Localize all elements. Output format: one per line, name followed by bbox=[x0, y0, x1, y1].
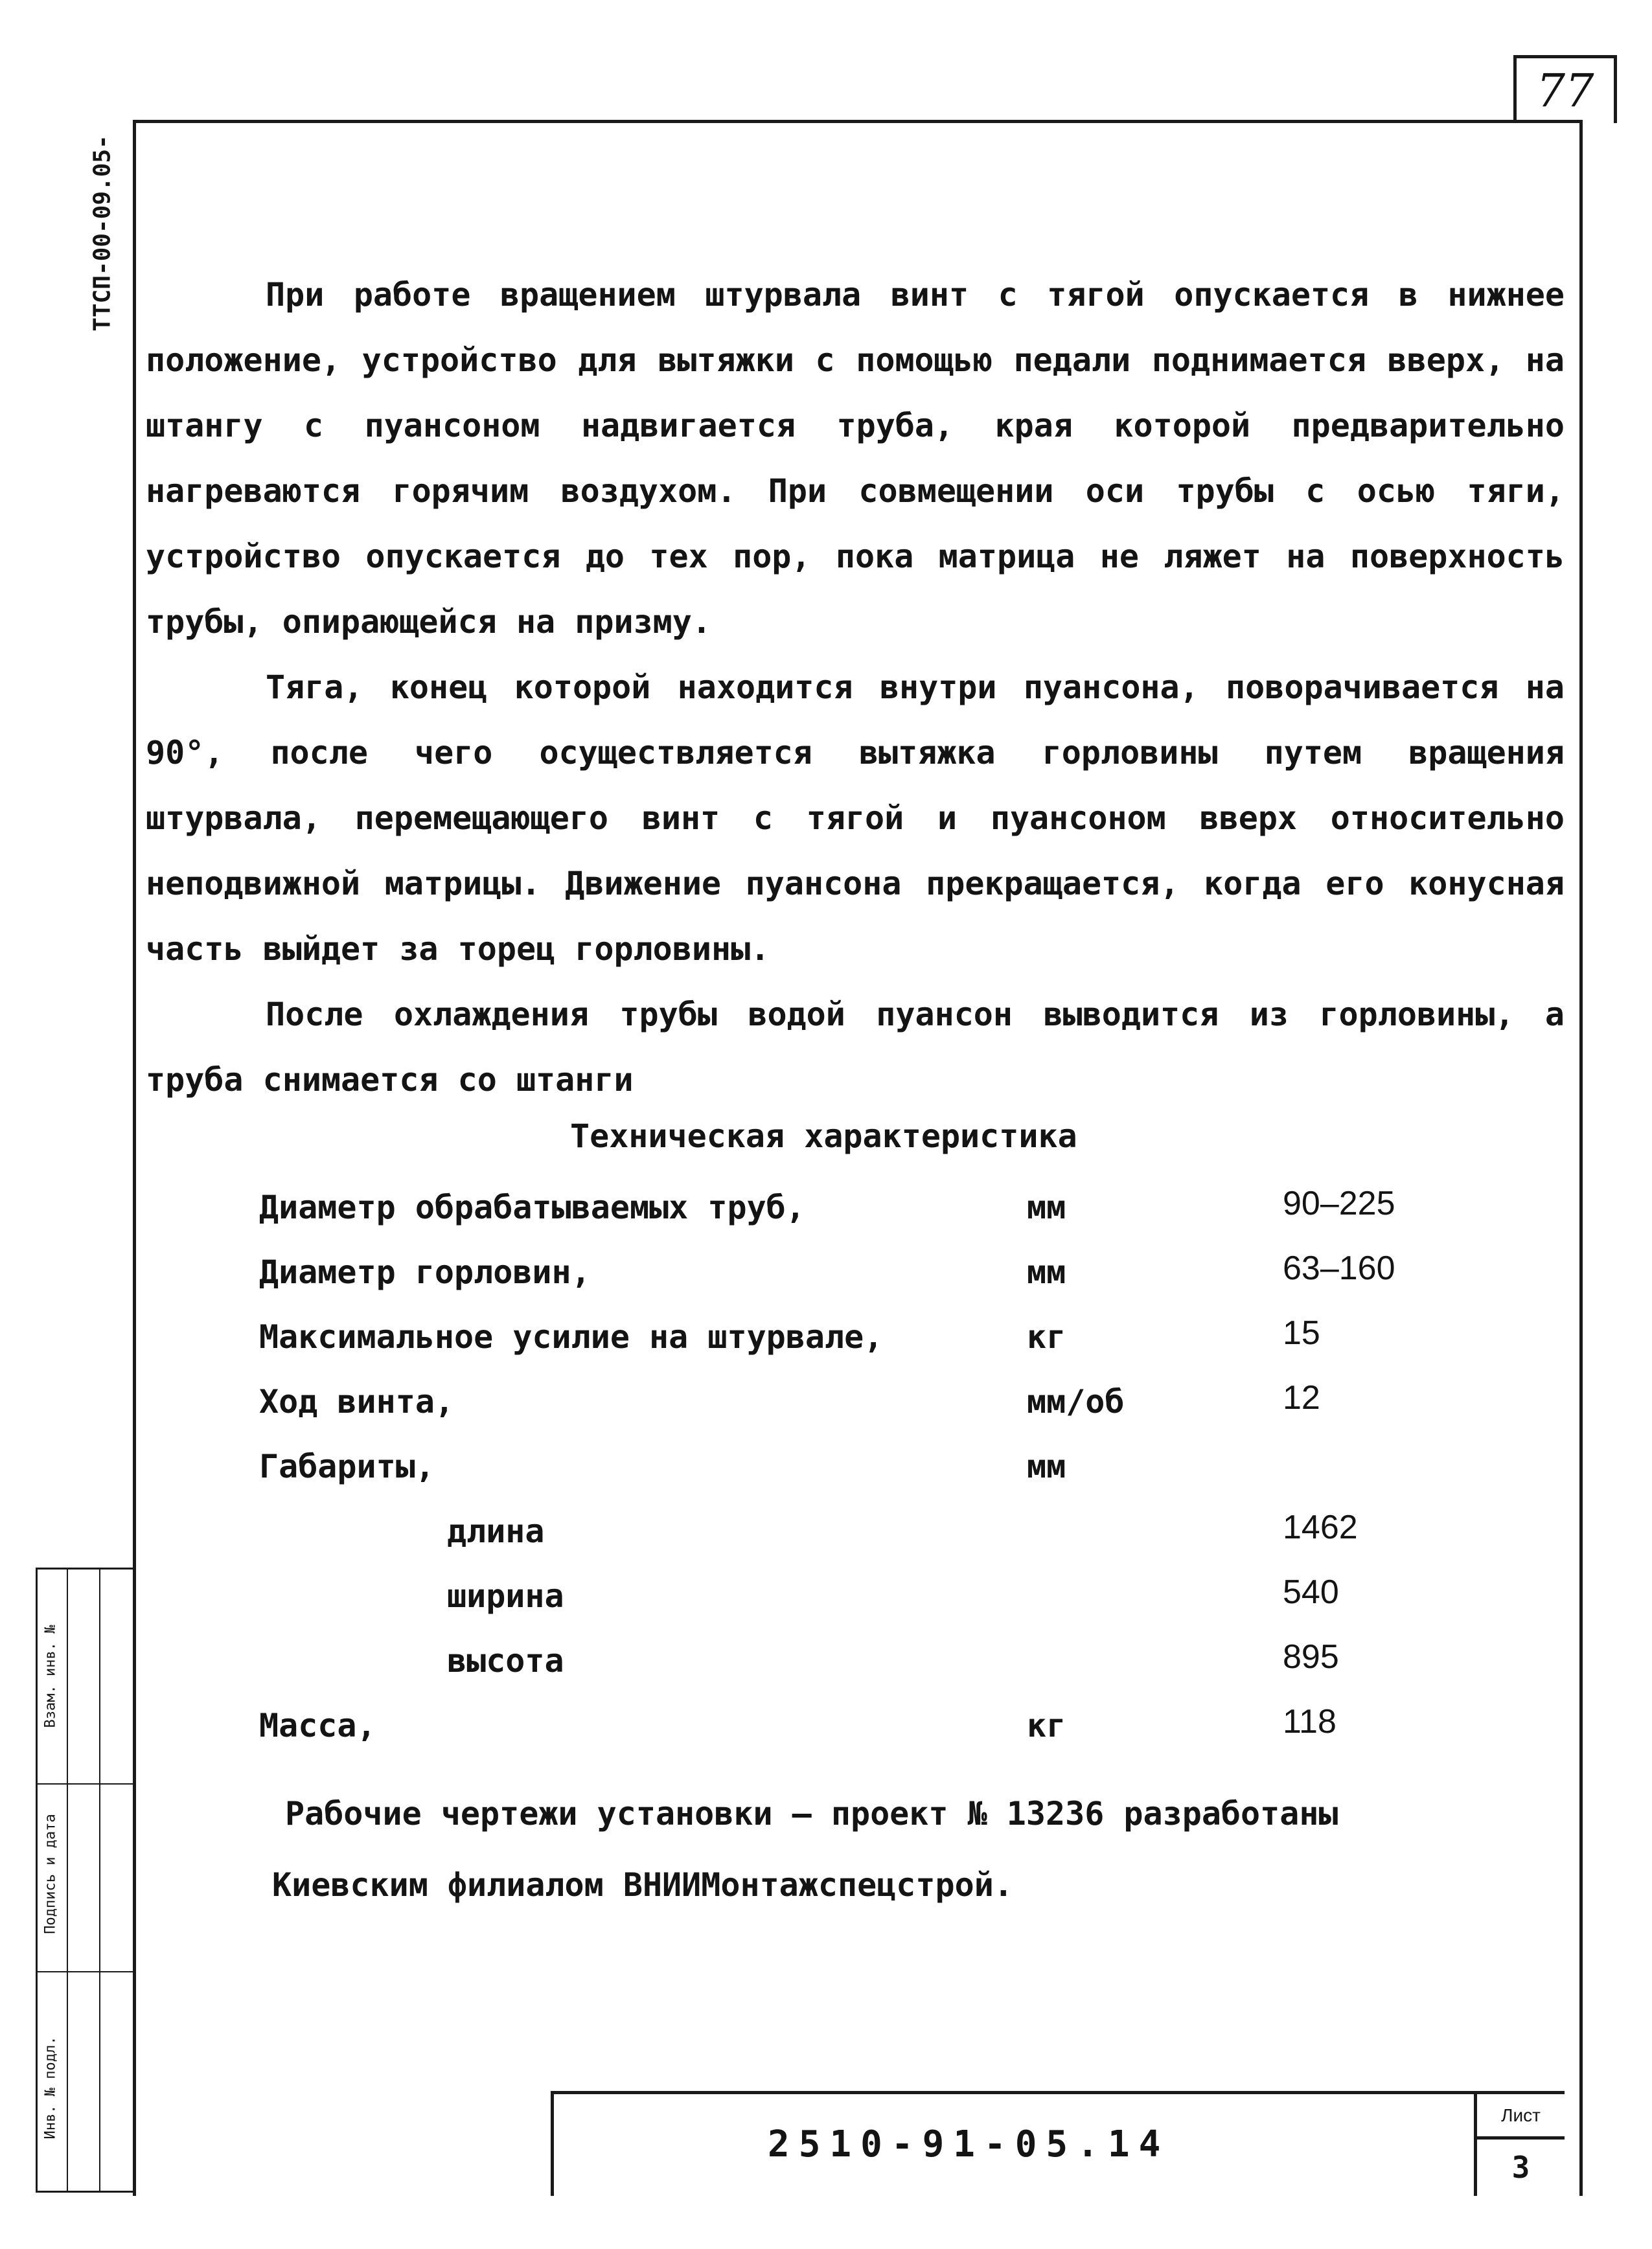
spec-unit: кг bbox=[1027, 1707, 1066, 1744]
spec-value: 1462 bbox=[1283, 1509, 1358, 1546]
spec-value: 118 bbox=[1283, 1703, 1337, 1741]
paragraph: После охлаждения трубы водой пуансон выводится из горловины, а труба снимается со штанги bbox=[146, 996, 1565, 1099]
spec-name: Ход винта, bbox=[259, 1383, 455, 1421]
sheet-number: 3 bbox=[1511, 2150, 1530, 2185]
sheet-box bbox=[1474, 2094, 1565, 2196]
spec-row bbox=[259, 1626, 1490, 1691]
spec-value: 12 bbox=[1283, 1379, 1320, 1417]
closing-line: Рабочие чертежи установки – проект № 13236 разработаны bbox=[285, 1795, 1338, 1832]
spec-value: 895 bbox=[1283, 1638, 1339, 1676]
paragraph: Тяга, конец которой находится внутри пуансона, поворачивается на 90°, после чего осуществляется вытяжка горловины путем вращения штурвала, перемещающего винт с тягой и пуансоном вверх относительно неподвижной матрицы. Движение пуансона прекращается, когда его конусная часть выйдет за торец горловины. bbox=[146, 668, 1565, 968]
title-block bbox=[551, 2091, 1565, 2196]
closing-note bbox=[272, 1778, 1548, 1921]
document-code: 2510-91-05.14 bbox=[768, 2123, 1170, 2165]
stamp-label: Подпись и дата bbox=[42, 1814, 59, 1934]
side-stamp bbox=[36, 1568, 133, 2193]
spec-unit: кг bbox=[1027, 1318, 1066, 1356]
spec-row bbox=[259, 1496, 1490, 1561]
spec-name: ширина bbox=[447, 1577, 564, 1615]
spec-unit: мм bbox=[1027, 1253, 1066, 1291]
spec-name: Диаметр горловин, bbox=[259, 1253, 591, 1291]
spec-name: высота bbox=[447, 1642, 564, 1680]
side-document-code: ТТСП-00-09.05- bbox=[89, 135, 116, 332]
stamp-divider bbox=[67, 1570, 68, 2191]
body-text bbox=[146, 262, 1565, 1113]
spec-row bbox=[259, 1367, 1490, 1432]
spec-row bbox=[259, 1302, 1490, 1367]
spec-value: 15 bbox=[1283, 1314, 1320, 1352]
spec-value: 90–225 bbox=[1283, 1185, 1395, 1222]
spec-name: Максимальное усилие на штурвале, bbox=[259, 1318, 884, 1356]
spec-name: длина bbox=[447, 1513, 545, 1550]
spec-row bbox=[259, 1691, 1490, 1755]
stamp-divider bbox=[38, 1971, 133, 1972]
spec-name: Масса, bbox=[259, 1707, 376, 1744]
spec-row bbox=[259, 1237, 1490, 1302]
stamp-divider bbox=[99, 1570, 100, 2191]
spec-unit: мм bbox=[1027, 1448, 1066, 1485]
spec-row bbox=[259, 1172, 1490, 1237]
spec-row bbox=[259, 1432, 1490, 1496]
spec-unit: мм bbox=[1027, 1189, 1066, 1226]
spec-value: 540 bbox=[1283, 1573, 1339, 1611]
page-number: 77 bbox=[1513, 55, 1617, 123]
stamp-label: Взам. инв. № bbox=[42, 1625, 59, 1728]
paragraph: При работе вращением штурвала винт с тягой опускается в нижнее положение, устройство для вытяжки с помощью педали поднимается вверх, на штангу с пуансоном надвигается труба, края которой предварительно нагреваются горячим воздухом. При совмещении оси трубы с осью тяги, устройство опускается до тех пор, пока матрица не ляжет на поверхность трубы, опирающейся на призму. bbox=[146, 276, 1565, 641]
spec-value: 63–160 bbox=[1283, 1250, 1395, 1287]
spec-title: Техническая характеристика bbox=[570, 1117, 1077, 1155]
spec-unit: мм/об bbox=[1027, 1383, 1125, 1421]
stamp-divider bbox=[38, 1783, 133, 1785]
spec-name: Диаметр обрабатываемых труб, bbox=[259, 1189, 805, 1226]
spec-name: Габариты, bbox=[259, 1448, 435, 1485]
stamp-label: Инв. № подл. bbox=[42, 2036, 59, 2140]
closing-line: Киевским филиалом ВНИИМонтажспецстрой. bbox=[272, 1866, 1013, 1904]
spec-row bbox=[259, 1561, 1490, 1626]
sheet-label: Лист bbox=[1477, 2094, 1565, 2140]
spec-table bbox=[259, 1172, 1490, 1755]
